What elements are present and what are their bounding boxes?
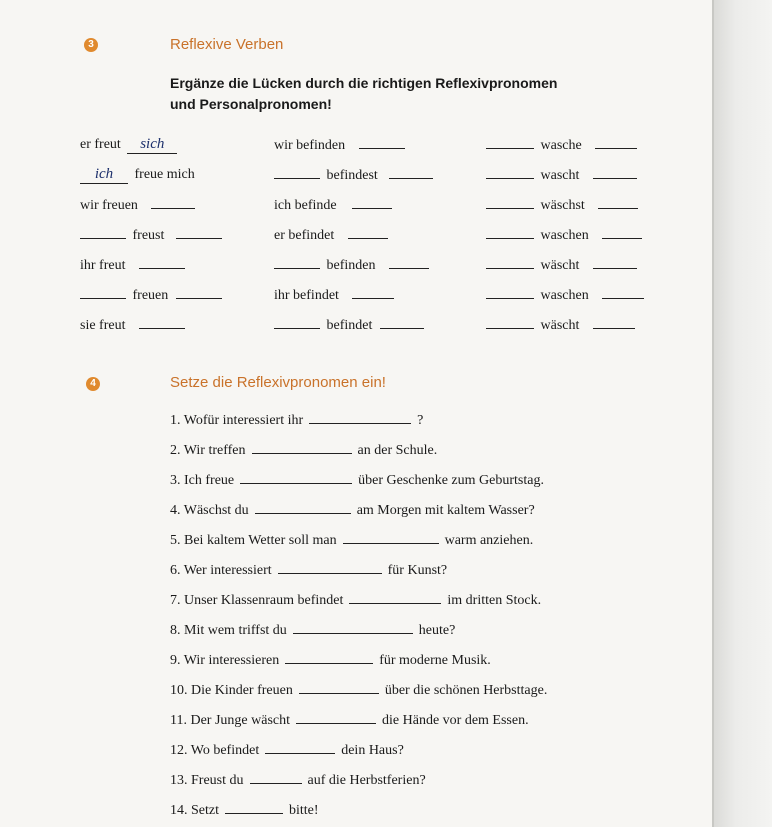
exercise-3-title: Reflexive Verben: [170, 36, 284, 53]
conj-text: ich befinde: [274, 198, 337, 213]
answer-blank[interactable]: [176, 226, 222, 239]
answer-blank[interactable]: [593, 256, 637, 269]
answer-blank[interactable]: [176, 286, 222, 299]
conj-row: [486, 166, 640, 184]
answer-blank[interactable]: [250, 771, 302, 784]
sentence-end: für Kunst?: [387, 563, 448, 578]
answer-blank[interactable]: [486, 166, 534, 179]
conj-row: [486, 316, 638, 334]
handwritten-answer: sich: [140, 136, 165, 152]
sentence-row: [170, 741, 404, 759]
conj-text: ihr freut: [80, 258, 126, 273]
conj-text: freue mich: [134, 167, 195, 182]
conj-text: wäscht: [540, 258, 580, 273]
answer-blank[interactable]: [595, 136, 637, 149]
answer-blank[interactable]: [255, 501, 351, 514]
answer-blank[interactable]: [598, 196, 638, 209]
answer-blank[interactable]: [274, 256, 320, 269]
sentence-row: [170, 441, 437, 459]
page-edge-line: [712, 0, 714, 827]
conj-text: sie freut: [80, 318, 126, 333]
sentence-end: auf die Herbstferien?: [307, 773, 426, 788]
answer-blank[interactable]: [486, 316, 534, 329]
answer-blank[interactable]: [285, 651, 373, 664]
answer-blank[interactable]: [359, 136, 405, 149]
sentence-row: [170, 771, 426, 789]
conj-row: [274, 316, 427, 334]
sentence-row: [170, 411, 423, 429]
sentence-row: [170, 651, 491, 669]
answer-blank[interactable]: [274, 166, 320, 179]
sentence-row: [170, 501, 535, 519]
conj-text: wasche: [540, 138, 582, 153]
sentence-start: 10. Die Kinder freuen: [170, 683, 293, 698]
sentence-start: 5. Bei kaltem Wetter soll man: [170, 533, 337, 548]
sentence-row: [170, 711, 529, 729]
sentence-start: 9. Wir interessieren: [170, 653, 280, 668]
answer-blank[interactable]: [252, 441, 352, 454]
sentence-row: [170, 621, 455, 639]
answer-blank[interactable]: [486, 286, 534, 299]
conj-text: befindet: [326, 318, 373, 333]
answer-blank[interactable]: [486, 136, 534, 149]
answer-blank[interactable]: [352, 286, 394, 299]
sentence-end: an der Schule.: [357, 443, 438, 458]
conj-row: [80, 136, 180, 154]
answer-blank[interactable]: [274, 316, 320, 329]
answer-blank[interactable]: [389, 256, 429, 269]
conj-row: [80, 196, 198, 214]
answer-blank[interactable]: [80, 166, 128, 184]
conj-row: [80, 286, 225, 304]
sentence-start: 4. Wäschst du: [170, 503, 249, 518]
sentence-row: [170, 531, 533, 549]
conj-text: wir befinden: [274, 138, 346, 153]
conj-text: freuen: [132, 288, 169, 303]
conj-row: [274, 136, 408, 154]
sentence-start: 12. Wo befindet: [170, 743, 260, 758]
conj-row: [274, 256, 432, 274]
sentence-row: [170, 801, 319, 819]
answer-blank[interactable]: [80, 286, 126, 299]
conj-text: wäschst: [540, 198, 585, 213]
sentence-row: [170, 471, 544, 489]
handwritten-answer: ich: [94, 166, 114, 182]
sentence-start: 8. Mit wem triffst du: [170, 623, 287, 638]
answer-blank[interactable]: [380, 316, 424, 329]
sentence-end: über die schönen Herbsttage.: [384, 683, 548, 698]
answer-blank[interactable]: [602, 286, 644, 299]
conj-text: waschen: [540, 228, 589, 243]
answer-blank[interactable]: [265, 741, 335, 754]
conj-text: ihr befindet: [274, 288, 339, 303]
answer-blank[interactable]: [486, 196, 534, 209]
conj-text: waschen: [540, 288, 589, 303]
answer-blank[interactable]: [486, 256, 534, 269]
conj-row: [274, 286, 397, 304]
answer-blank[interactable]: [278, 561, 382, 574]
conj-text: er befindet: [274, 228, 335, 243]
answer-blank[interactable]: [348, 226, 388, 239]
answer-blank[interactable]: [486, 226, 534, 239]
conj-row: [80, 256, 188, 274]
sentence-end: im dritten Stock.: [447, 593, 542, 608]
conj-row: [80, 226, 225, 244]
page-edge: [712, 0, 772, 827]
conj-row: [486, 286, 647, 304]
sentence-row: [170, 591, 541, 609]
conj-row: [274, 196, 395, 214]
conj-text: er freut: [80, 137, 121, 152]
sentence-end: am Morgen mit kaltem Wasser?: [356, 503, 535, 518]
answer-blank[interactable]: [349, 591, 441, 604]
sentence-end: die Hände vor dem Essen.: [382, 713, 529, 728]
exercise-4-title: Setze die Reflexivpronomen ein!: [170, 374, 386, 391]
answer-blank[interactable]: [127, 136, 177, 154]
conj-text: wäscht: [540, 318, 580, 333]
sentence-start: 7. Unser Klassenraum befindet: [170, 593, 344, 608]
conj-row: [274, 166, 436, 184]
answer-blank[interactable]: [299, 681, 379, 694]
conj-row: [486, 226, 645, 244]
answer-blank[interactable]: [139, 256, 185, 269]
sentence-start: 2. Wir treffen: [170, 443, 246, 458]
answer-blank[interactable]: [240, 471, 352, 484]
conj-text: freust: [132, 228, 165, 243]
answer-blank[interactable]: [352, 196, 392, 209]
exercise-3-instruction: [170, 73, 557, 115]
sentence-end: heute?: [418, 623, 456, 638]
sentence-end: ?: [417, 413, 424, 428]
conj-row: [274, 226, 391, 244]
sentence-start: 13. Freust du: [170, 773, 244, 788]
answer-blank[interactable]: [225, 801, 283, 814]
sentence-start: 6. Wer interessiert: [170, 563, 272, 578]
sentence-row: [170, 561, 447, 579]
instruction-line-2: und Personalpronomen!: [170, 96, 332, 112]
conj-text: wir freuen: [80, 198, 138, 213]
sentence-start: 11. Der Junge wäscht: [170, 713, 291, 728]
answer-blank[interactable]: [139, 316, 185, 329]
sentence-end: warm anziehen.: [444, 533, 534, 548]
sentence-start: 14. Setzt: [170, 803, 219, 818]
conj-row: [80, 166, 195, 184]
exercise-4-number: 4: [86, 377, 100, 391]
answer-blank[interactable]: [80, 226, 126, 239]
conj-row: [486, 256, 640, 274]
answer-blank[interactable]: [593, 316, 635, 329]
answer-blank[interactable]: [602, 226, 642, 239]
sentence-end: bitte!: [289, 803, 319, 818]
sentence-end: über Geschenke zum Geburtstag.: [358, 473, 544, 488]
sentence-end: für moderne Musik.: [379, 653, 491, 668]
answer-blank[interactable]: [343, 531, 439, 544]
answer-blank[interactable]: [151, 196, 195, 209]
instruction-line-1: Ergänze die Lücken durch die richtigen Reflexivpronomen: [170, 75, 558, 91]
sentence-start: 3. Ich freue: [170, 473, 235, 488]
conj-row: [80, 316, 188, 334]
conj-text: wascht: [540, 168, 580, 183]
answer-blank[interactable]: [593, 166, 637, 179]
exercise-3-number: 3: [84, 38, 98, 52]
answer-blank[interactable]: [309, 411, 411, 424]
conj-row: [486, 196, 641, 214]
sentence-row: [170, 681, 547, 699]
sentence-start: 1. Wofür interessiert ihr: [170, 413, 304, 428]
conj-text: befinden: [326, 258, 376, 273]
conj-text: befindest: [326, 168, 378, 183]
sentence-end: dein Haus?: [341, 743, 404, 758]
conj-row: [486, 136, 640, 154]
answer-blank[interactable]: [296, 711, 376, 724]
answer-blank[interactable]: [293, 621, 413, 634]
answer-blank[interactable]: [389, 166, 433, 179]
